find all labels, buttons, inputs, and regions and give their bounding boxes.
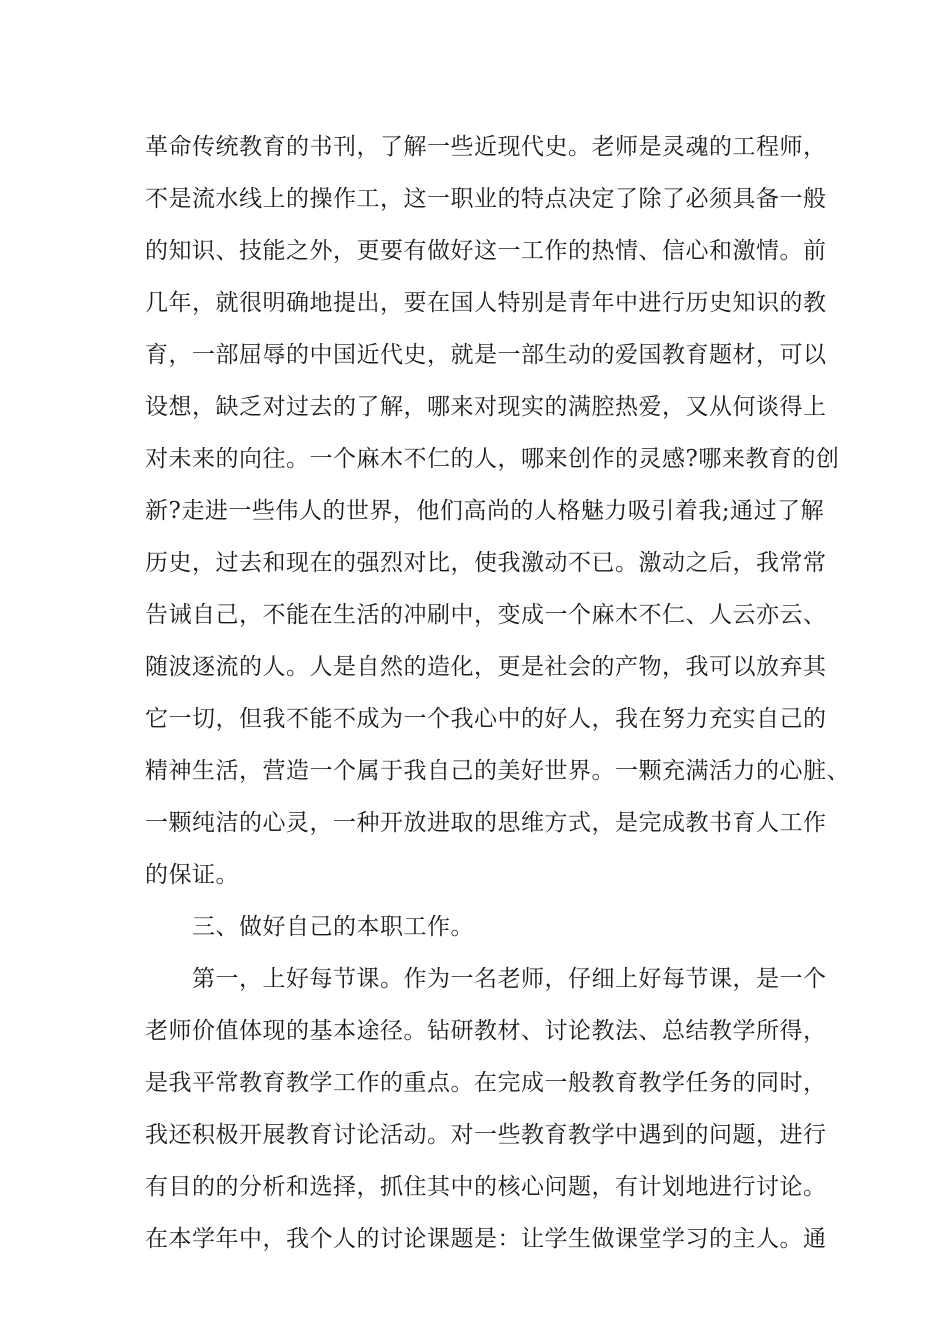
text-line: 随波逐流的人。人是自然的造化，更是社会的产物，我可以放弃其 bbox=[145, 654, 827, 680]
text-line: 一颗纯洁的心灵，一种开放进取的思维方式，是完成教书育人工作 bbox=[145, 810, 827, 836]
text-line: 革命传统教育的书刊，了解一些近现代史。老师是灵魂的工程师， bbox=[145, 134, 827, 160]
text-line: 是我平常教育教学工作的重点。在完成一般教育教学任务的同时， bbox=[145, 1070, 827, 1096]
section-heading: 三、做好自己的本职工作。 bbox=[192, 914, 474, 940]
text-line: 的知识、技能之外，更要有做好这一工作的热情、信心和激情。前 bbox=[145, 238, 827, 264]
text-line: 我还积极开展教育讨论活动。对一些教育教学中遇到的问题，进行 bbox=[145, 1122, 827, 1148]
text-line: 的保证。 bbox=[145, 862, 239, 888]
text-line: 老师价值体现的基本途径。钻研教材、讨论教法、总结教学所得， bbox=[145, 1018, 827, 1044]
text-line: 对未来的向往。一个麻木不仁的人，哪来创作的灵感?哪来教育的创 bbox=[145, 446, 840, 472]
text-line: 告诫自己，不能在生活的冲刷中，变成一个麻木不仁、人云亦云、 bbox=[145, 602, 827, 628]
text-line: 精神生活，营造一个属于我自己的美好世界。一颗充满活力的心脏、 bbox=[145, 758, 850, 784]
text-line: 育，一部屈辱的中国近代史，就是一部生动的爱国教育题材，可以 bbox=[145, 342, 827, 368]
text-line: 有目的的分析和选择，抓住其中的核心问题，有计划地进行讨论。 bbox=[145, 1174, 827, 1200]
text-line: 新?走进一些伟人的世界，他们高尚的人格魅力吸引着我;通过了解 bbox=[145, 498, 825, 524]
text-line: 不是流水线上的操作工，这一职业的特点决定了除了必须具备一般 bbox=[145, 186, 827, 212]
text-line: 在本学年中，我个人的讨论课题是：让学生做课堂学习的主人。通 bbox=[145, 1226, 827, 1252]
text-line: 它一切，但我不能不成为一个我心中的好人，我在努力充实自己的 bbox=[145, 706, 827, 732]
text-line: 设想，缺乏对过去的了解，哪来对现实的满腔热爱，又从何谈得上 bbox=[145, 394, 827, 420]
text-line: 几年，就很明确地提出，要在国人特别是青年中进行历史知识的教 bbox=[145, 290, 827, 316]
text-line: 第一，上好每节课。作为一名老师，仔细上好每节课，是一个 bbox=[192, 966, 827, 992]
text-line: 历史，过去和现在的强烈对比，使我激动不已。激动之后，我常常 bbox=[145, 550, 827, 576]
